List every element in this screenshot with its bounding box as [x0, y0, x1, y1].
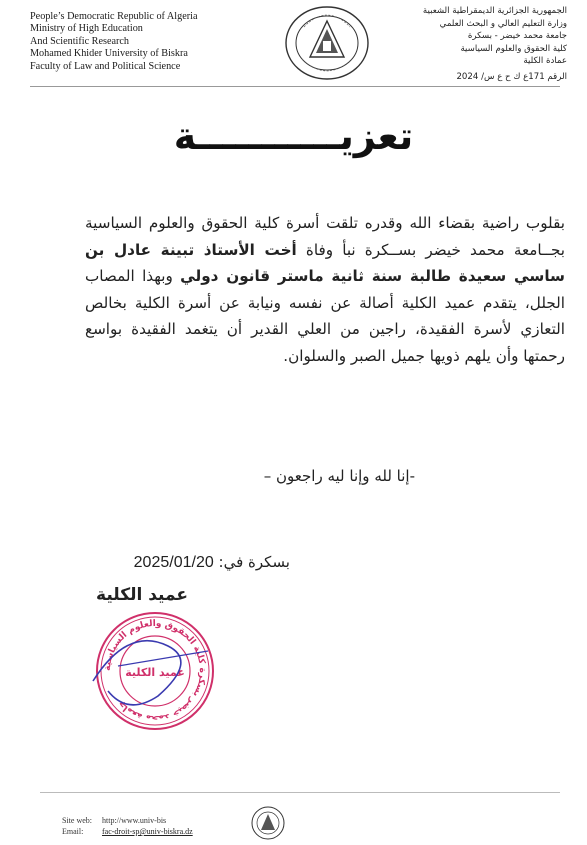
footer-contact: [62, 815, 193, 837]
site-link[interactable]: http://www.univ-bis: [102, 816, 167, 825]
email-link[interactable]: fac-droit-sp@univ-biskra.dz: [102, 827, 193, 836]
reference-number: الرقم 171ع ك ح ع س/ 2024: [456, 71, 567, 82]
ar-header-line: كلية الحقوق والعلوم السياسية: [460, 43, 567, 54]
deceased-name: أخت الأستاذ تبينة عادل بن ساسي سعيدة طالبة سنة ثانية ماستر قانون دولي: [85, 240, 565, 286]
en-header-line: And Scientific Research: [30, 35, 130, 47]
date-value: 2025/01/20: [133, 554, 214, 571]
page-title: تعزيـــــــــــة: [173, 114, 414, 158]
date-line: [90, 553, 290, 572]
ar-header-line: عمادة الكلية: [523, 56, 567, 67]
date-label: بسكرة في:: [218, 553, 290, 571]
footer-divider: [40, 792, 560, 793]
closing-phrase: -إنا لله وإنا ليه راجعون –: [263, 467, 415, 485]
ar-header-line: الجمهورية الجزائرية الديمقراطية الشعبية: [422, 6, 567, 16]
arabic-letterhead: [402, 5, 567, 84]
header-divider: [30, 86, 560, 87]
stamp-center-text: عميد الكلية: [125, 666, 185, 679]
email-label: Email:: [62, 827, 84, 836]
stamp-ring-text: جامعة محمد خيضر بسكرة كلية الحقوق والعلوم السياسية: [102, 618, 208, 724]
ar-header-line: جامعة محمد خيضر - بسكرة: [467, 31, 567, 42]
site-label: Site web:: [62, 816, 92, 825]
en-header-line: Faculty of Law and Political Science: [30, 60, 181, 72]
en-header-line: Ministry of High Education: [30, 23, 143, 35]
en-header-line: People’s Democratic Republic of Algeria: [30, 11, 198, 22]
footer-logo: [250, 805, 286, 841]
en-header-line: Mohamed Khider University of Biskra: [30, 48, 188, 60]
condolence-body: [85, 210, 565, 370]
dean-signature-title: عميد الكلية: [96, 585, 188, 605]
ar-header-line: وزارة التعليم العالي و البحث العلمي: [439, 18, 567, 29]
body-text-part2: وبهذا المصاب الجلل، يتقدم عميد الكلية أصالة عن نفسه ونيابة عن أسرة الكلية بخالص التعازي لأسرة الفقيدة، راجين من العلي القدير أن يتغمد الفقيدة بواسع رحمتها وأن يلهم ذويها جميل الصبر والسلوان.: [85, 267, 565, 365]
body-text-part1: بقلوب راضية بقضاء الله وقدره تلقت أسرة كلية الحقوق والعلوم السياسية بجــامعة محمد خيضر بســكرة نبأ وفاة: [85, 214, 565, 259]
official-stamp: [88, 606, 223, 736]
english-letterhead: [30, 11, 197, 73]
university-logo: [284, 5, 370, 81]
